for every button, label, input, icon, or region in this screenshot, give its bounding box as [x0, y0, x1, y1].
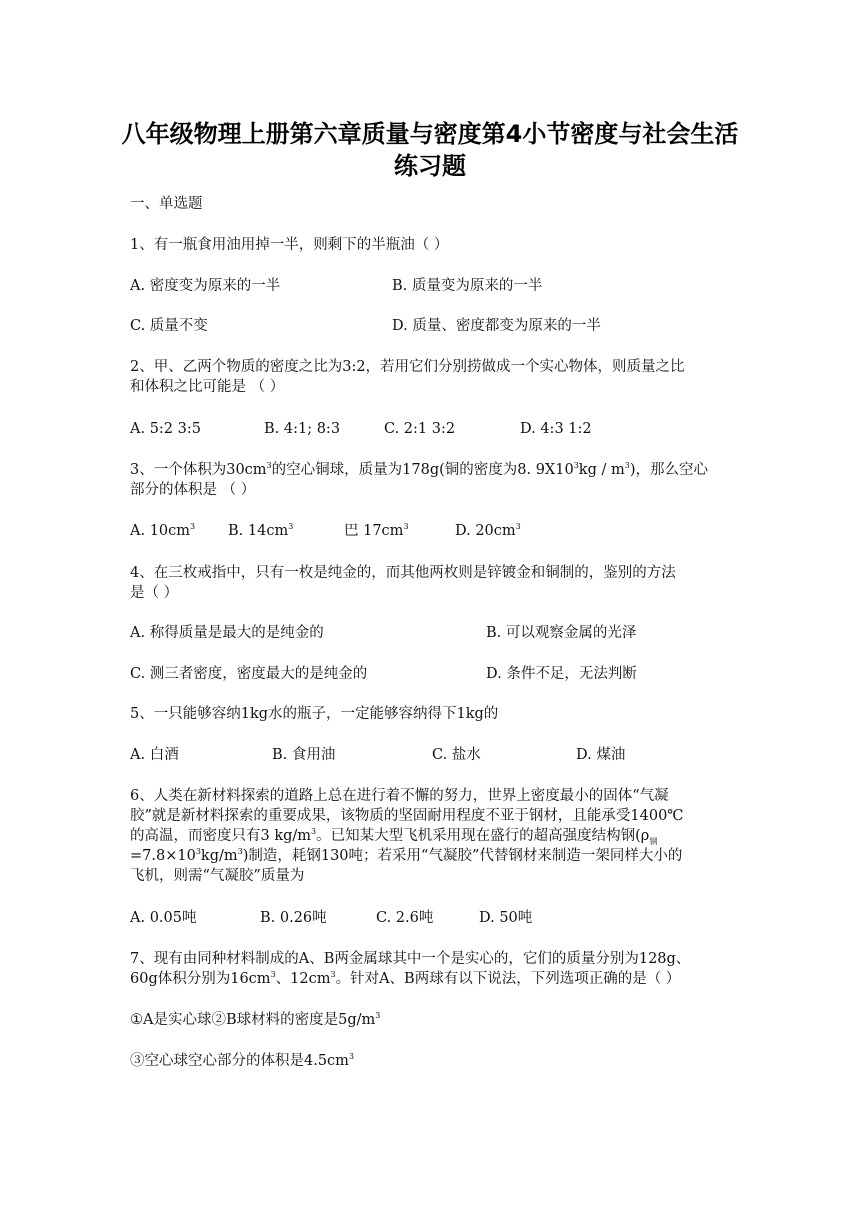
q3-text-b: 的空心铜球，质量为178g(铜的密度为8. 9X10	[271, 462, 574, 478]
question-2-option-c: C. 2:1 3:2	[384, 421, 456, 437]
question-5-option-c: C. 盐水	[432, 747, 481, 763]
question-5-option-d: D. 煤油	[576, 747, 626, 763]
statement-text: ③空心球空心部分的体积是4.5cm	[130, 1053, 349, 1069]
question-1-option-a: A. 密度变为原来的一半	[130, 278, 281, 294]
superscript: 3	[311, 827, 317, 837]
question-4-option-d: D. 条件不足，无法判断	[486, 666, 637, 682]
option-text: 巴 17cm	[344, 523, 404, 539]
question-3-stem-line2: 部分的体积是 （ ）	[130, 482, 256, 498]
question-6-stem-line3	[130, 827, 657, 846]
q6-text-e: )制造，耗钢130吨；若采用“气凝胶”代替钢材来制造一架同样大小的	[242, 848, 683, 864]
question-4-option-c: C. 测三者密度，密度最大的是纯金的	[130, 666, 368, 682]
question-4-stem-line2: 是（ ）	[130, 585, 179, 601]
option-text: A. 10cm	[130, 523, 191, 539]
superscript: 3	[237, 847, 243, 857]
question-2-option-a: A. 5:2 3:5	[130, 421, 201, 437]
q3-text-d: )，那么空心	[629, 462, 708, 478]
question-7-stem-line1: 7、现有由同种材料制成的A、B两金属球其中一个是实心的，它们的质量分别为128g、	[130, 951, 691, 967]
q7-text-c: 。针对A、B两球有以下说法，下列选项正确的是（ ）	[335, 971, 681, 987]
question-5-option-a: A. 白酒	[130, 747, 179, 763]
question-1-stem: 1、有一瓶食用油用掉一半，则剩下的半瓶油（ ）	[130, 237, 449, 253]
section-heading: 一、单选题	[130, 196, 203, 212]
question-3-option-a	[130, 522, 195, 541]
question-7-statement-1-2	[130, 1011, 380, 1030]
q6-text-c: =7.8×10	[130, 848, 196, 864]
question-2-stem-line2: 和体积之比可能是 （ ）	[130, 379, 285, 395]
question-3-option-b	[228, 522, 293, 541]
document-title-line2: 练习题	[394, 152, 466, 180]
option-text: D. 20cm	[455, 523, 516, 539]
superscript: 3	[190, 522, 196, 532]
question-3-stem-line1	[130, 461, 708, 480]
q3-text-a: 3、一个体积为30cm	[130, 462, 267, 478]
superscript: 3	[266, 461, 272, 471]
question-6-stem-line5: 飞机，则需“气凝胶”质量为	[130, 868, 305, 884]
question-1-option-d: D. 质量、密度都变为原来的一半	[392, 318, 601, 334]
superscript: 3	[624, 461, 630, 471]
question-6-option-d: D. 50吨	[479, 910, 533, 926]
question-6-stem-line4	[130, 847, 682, 866]
superscript: 3	[348, 1052, 355, 1062]
question-4-option-a: A. 称得质量是最大的是纯金的	[130, 625, 324, 641]
question-5-stem: 5、一只能够容纳1kg水的瓶子，一定能够容纳得下1kg的	[130, 706, 499, 722]
question-6-option-b: B. 0.26吨	[260, 910, 327, 926]
question-2-stem-line1: 2、甲、乙两个物质的密度之比为3:2，若用它们分别捞做成一个实心物体，则质量之比	[130, 359, 685, 375]
statement-text: ①A是实心球②B球材料的密度是5g/m	[130, 1012, 376, 1028]
option-text: B. 14cm	[228, 523, 289, 539]
superscript: 3	[375, 1011, 381, 1021]
question-1-option-b: B. 质量变为原来的一半	[392, 278, 543, 294]
document-title-line1: 八年级物理上册第六章质量与密度第4小节密度与社会生活	[121, 120, 739, 148]
question-6-stem-line1: 6、人类在新材料探索的道路上总在进行着不懈的努力，世界上密度最小的固体“气凝	[130, 788, 669, 804]
question-7-statement-3	[130, 1052, 354, 1071]
question-4-option-b: B. 可以观察金属的光泽	[486, 625, 637, 641]
question-1-option-c: C. 质量不变	[130, 318, 208, 334]
question-6-option-a: A. 0.05吨	[130, 910, 197, 926]
question-2-option-d: D. 4:3 1:2	[520, 421, 592, 437]
question-3-option-c	[344, 522, 409, 541]
question-6-option-c: C. 2.6吨	[376, 910, 434, 926]
question-7-stem-line2	[130, 970, 680, 989]
question-3-option-d	[455, 522, 521, 541]
question-2-option-b: B. 4:1; 8:3	[264, 421, 341, 437]
superscript: 3	[403, 522, 409, 532]
subscript-steel: 钢	[649, 836, 658, 846]
superscript: 3	[288, 522, 294, 532]
question-6-stem-line2: 胶”就是新材料探索的重要成果，该物质的坚固耐用程度不亚于钢材，且能承受1400℃	[130, 808, 684, 824]
superscript: 3	[270, 970, 276, 980]
q3-text-c: kg / m	[578, 462, 625, 478]
question-4-stem-line1: 4、在三枚戒指中，只有一枚是纯金的，而其他两枚则是锌镀金和铜制的，鉴别的方法	[130, 565, 676, 581]
question-5-option-b: B. 食用油	[272, 747, 336, 763]
superscript: 3	[195, 847, 201, 857]
q6-text-a: 的高温，而密度只有3 kg/m	[130, 828, 312, 844]
q6-text-b: 。已知某大型飞机采用现在盛行的超高强度结构钢(ρ	[316, 828, 650, 844]
q6-text-d: kg/m	[200, 848, 238, 864]
superscript: 3	[573, 461, 579, 471]
superscript: 3	[515, 522, 521, 532]
q7-text-b: 、12cm	[275, 971, 331, 987]
q7-text-a: 60g体积分别为16cm	[130, 971, 271, 987]
superscript: 3	[330, 970, 336, 980]
